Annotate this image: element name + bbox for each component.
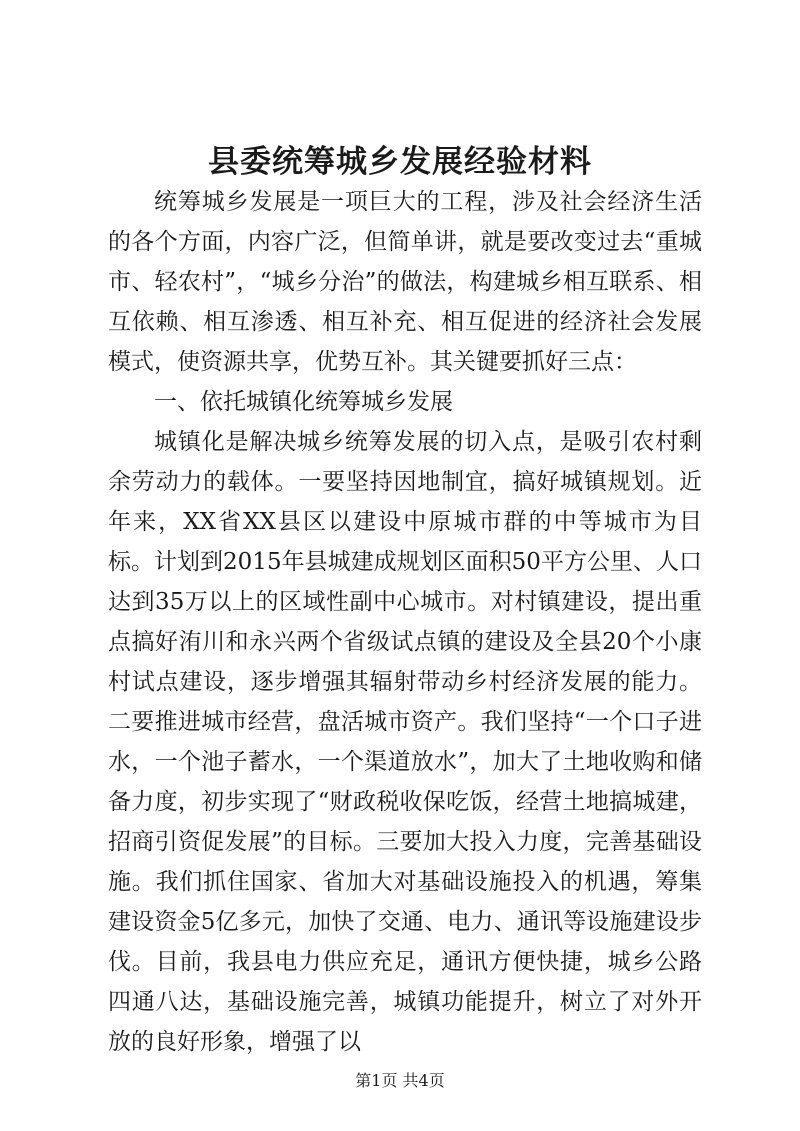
section-heading: 一、依托城镇化统筹城乡发展: [154, 389, 453, 415]
intro-paragraph: 统筹城乡发展是一项巨大的工程，涉及社会经济生活的各个方面，内容广泛，但简单讲，就是要改变过去“重城市、轻农村”，“城乡分治”的做法，构建城乡相互联系、相互依赖、相互渗透、相互补充、相互促进的经济社会发展模式，使资源共享，优势互补。其关键要抓好三点：: [108, 189, 702, 375]
document-body: [108, 182, 702, 1062]
document-title: 县委统筹城乡发展经验材料: [208, 144, 592, 180]
section-paragraph: 城镇化是解决城乡统筹发展的切入点，是吸引农村剩余劳动力的载体。一要坚持因地制宜，搞好城镇规划。近年来，XX省XX县区以建设中原城市群的中等城市为目标。计划到2015年县城建成规划区面积50平方公里、人口达到35万以上的区域性副中心城市。对村镇建设，提出重点搞好洧川和永兴两个省级试点镇的建设及全县20个小康村试点建设，逐步增强其辐射带动乡村经济发展的能力。二要推进城市经营，盘活城市资产。我们坚持“一个口子进水，一个池子蓄水，一个渠道放水”，加大了土地收购和储备力度，初步实现了“财政税收保吃饭，经营土地搞城建，招商引资促发展”的目标。三要加大投入力度，完善基础设施。我们抓住国家、省加大对基础设施投入的机遇，筹集建设资金5亿多元，加快了交通、电力、通讯等设施建设步伐。目前，我县电力供应充足，通讯方便快捷，城乡公路四通八达，基础设施完善，城镇功能提升，树立了对外开放的良好形象，增强了以: [108, 429, 702, 1055]
page-footer: 第1页 共4页: [355, 1071, 445, 1090]
